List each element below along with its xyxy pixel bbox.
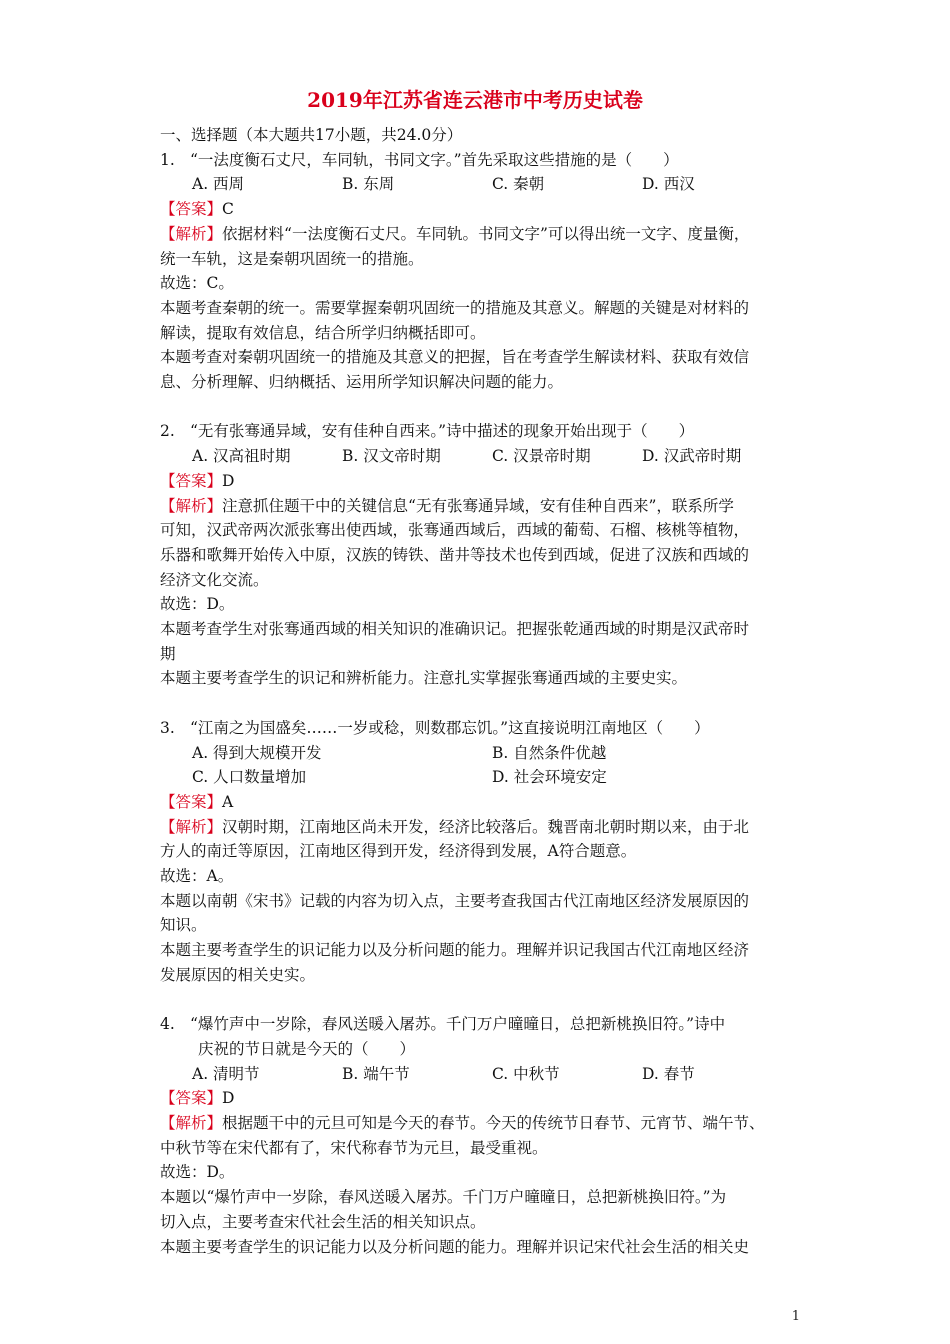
analysis-text: 故选：C。	[160, 274, 234, 293]
answer-line	[160, 790, 792, 815]
option-d: D. 西汉	[642, 175, 695, 194]
analysis-text: 期	[160, 644, 176, 663]
analysis-text: 故选：D。	[160, 1163, 235, 1182]
question-4	[160, 1012, 792, 1259]
answer-tag: 【答案】	[160, 792, 223, 811]
question-stem-continued: 庆祝的节日就是今天的（ ）	[198, 1039, 416, 1058]
question-stem: 3. “江南之为国盛矣……一岁或稔，则数郡忘饥。”这直接说明江南地区（ ）	[160, 716, 792, 741]
question-stem: 1. “一法度衡石丈尺，车同轨，书同文字。”首先采取这些措施的是（ ）	[160, 148, 792, 173]
answer-value: A	[222, 792, 234, 811]
analysis-text: 本题考查对秦朝巩固统一的措施及其意义的把握，旨在考查学生解读材料、获取有效信	[160, 348, 750, 367]
question-stem: 4. “爆竹声中一岁除，春风送暖入屠苏。千门万户曈曈日，总把新桃换旧符。”诗中	[160, 1012, 792, 1037]
option-d: D. 汉武帝时期	[642, 447, 742, 466]
options-row	[160, 765, 792, 790]
answer-line	[160, 469, 792, 494]
analysis-line: 【解析】汉朝时期，江南地区尚未开发，经济比较落后。魏晋南北朝时期以来，由于北	[160, 817, 750, 836]
page-title: 2019年江苏省连云港市中考历史试卷	[307, 88, 643, 112]
analysis-text: 切入点，主要考查宋代社会生活的相关知识点。	[160, 1212, 486, 1231]
option-a: A. 汉高祖时期	[192, 447, 291, 466]
question-stem: 2. “无有张骞通异域，安有佳种自西来。”诗中描述的现象开始出现于（ ）	[160, 419, 792, 444]
analysis-line: 【解析】注意抓住题干中的关键信息“无有张骞通异域，安有佳种自西来”，联系所学	[160, 496, 734, 515]
option-c: C. 秦朝	[492, 175, 545, 194]
analysis-tag: 【解析】	[160, 817, 223, 836]
options-row	[160, 172, 792, 197]
analysis-tag: 【解析】	[160, 224, 223, 243]
question-2	[160, 419, 792, 691]
option-c: C. 中秋节	[492, 1064, 560, 1083]
analysis-text: 本题以南朝《宋书》记载的内容为切入点，主要考查我国古代江南地区经济发展原因的	[160, 891, 750, 910]
page-number: 1	[791, 1309, 800, 1324]
analysis-text: 本题考查秦朝的统一。需要掌握秦朝巩固统一的措施及其意义。解题的关键是对材料的	[160, 298, 750, 317]
analysis-text: 息、分析理解、归纳概括、运用所学知识解决问题的能力。	[160, 373, 564, 392]
question-1	[160, 148, 792, 395]
analysis-text: 本题主要考查学生的识记和辨析能力。注意扎实掌握张骞通西域的主要史实。	[160, 669, 688, 688]
question-number: 1.	[160, 150, 175, 169]
answer-value: C	[222, 200, 234, 219]
option-b: B. 端午节	[342, 1064, 410, 1083]
analysis-text: 本题主要考查学生的识记能力以及分析问题的能力。理解并识记我国古代江南地区经济	[160, 941, 750, 960]
question-number: 3.	[160, 718, 175, 737]
option-d: D. 社会环境安定	[492, 768, 607, 787]
option-b: B. 汉文帝时期	[342, 447, 441, 466]
answer-tag: 【答案】	[160, 471, 223, 490]
analysis-text: 本题主要考查学生的识记能力以及分析问题的能力。理解并识记宋代社会生活的相关史	[160, 1237, 750, 1256]
exam-content	[160, 123, 792, 1259]
answer-value: D	[222, 471, 235, 490]
answer-line	[160, 1086, 792, 1111]
analysis-text: 知识。	[160, 916, 207, 935]
analysis-text: 发展原因的相关史实。	[160, 965, 316, 984]
analysis-text: 故选：D。	[160, 595, 235, 614]
analysis-line: 【解析】根据题干中的元旦可知是今天的春节。今天的传统节日春节、元宵节、端午节、	[160, 1114, 765, 1133]
analysis-text: 乐器和歌舞开始传入中原，汉族的铸铁、凿井等技术也传到西域，促进了汉族和西域的	[160, 545, 750, 564]
answer-line	[160, 197, 792, 222]
question-3	[160, 716, 792, 988]
analysis-text: 本题以“爆竹声中一岁除，春风送暖入屠苏。千门万户曈曈日，总把新桃换旧符。”为	[160, 1188, 727, 1207]
analysis-text: 本题考查学生对张骞通西域的相关知识的准确识记。把握张乾通西域的时期是汉武帝时	[160, 620, 750, 639]
analysis-text: 中秋节等在宋代都有了，宋代称春节为元旦，最受重视。	[160, 1138, 548, 1157]
analysis-text: 可知，汉武帝两次派张骞出使西域，张骞通西域后，西域的葡萄、石榴、核桃等植物，	[160, 521, 750, 540]
option-a: A. 西周	[192, 175, 245, 194]
option-d: D. 春节	[642, 1064, 695, 1083]
option-c: C. 汉景帝时期	[492, 447, 591, 466]
options-row	[160, 741, 792, 766]
analysis-tag: 【解析】	[160, 496, 223, 515]
answer-tag: 【答案】	[160, 200, 223, 219]
option-b: B. 东周	[342, 175, 395, 194]
analysis-text: 解读，提取有效信息，结合所学归纳概括即可。	[160, 323, 486, 342]
option-a: A. 清明节	[192, 1064, 260, 1083]
option-b: B. 自然条件优越	[492, 743, 607, 762]
answer-tag: 【答案】	[160, 1089, 223, 1108]
option-c: C. 人口数量增加	[192, 768, 307, 787]
analysis-text: 经济文化交流。	[160, 570, 269, 589]
analysis-text: 故选：A。	[160, 867, 234, 886]
question-number: 4.	[160, 1015, 175, 1034]
answer-value: D	[222, 1089, 235, 1108]
analysis-tag: 【解析】	[160, 1114, 223, 1133]
analysis-text: 统一车轨，这是秦朝巩固统一的措施。	[160, 249, 424, 268]
question-number: 2.	[160, 422, 175, 441]
analysis-line: 【解析】依据材料“一法度衡石丈尺。车同轨。书同文字”可以得出统一文字、度量衡，	[160, 224, 750, 243]
options-row	[160, 1062, 792, 1087]
option-a: A. 得到大规模开发	[192, 743, 322, 762]
options-row	[160, 444, 792, 469]
section-heading: 一、选择题（本大题共17小题，共24.0分）	[160, 126, 463, 144]
analysis-text: 方人的南迁等原因，江南地区得到开发，经济得到发展，A符合题意。	[160, 842, 637, 861]
